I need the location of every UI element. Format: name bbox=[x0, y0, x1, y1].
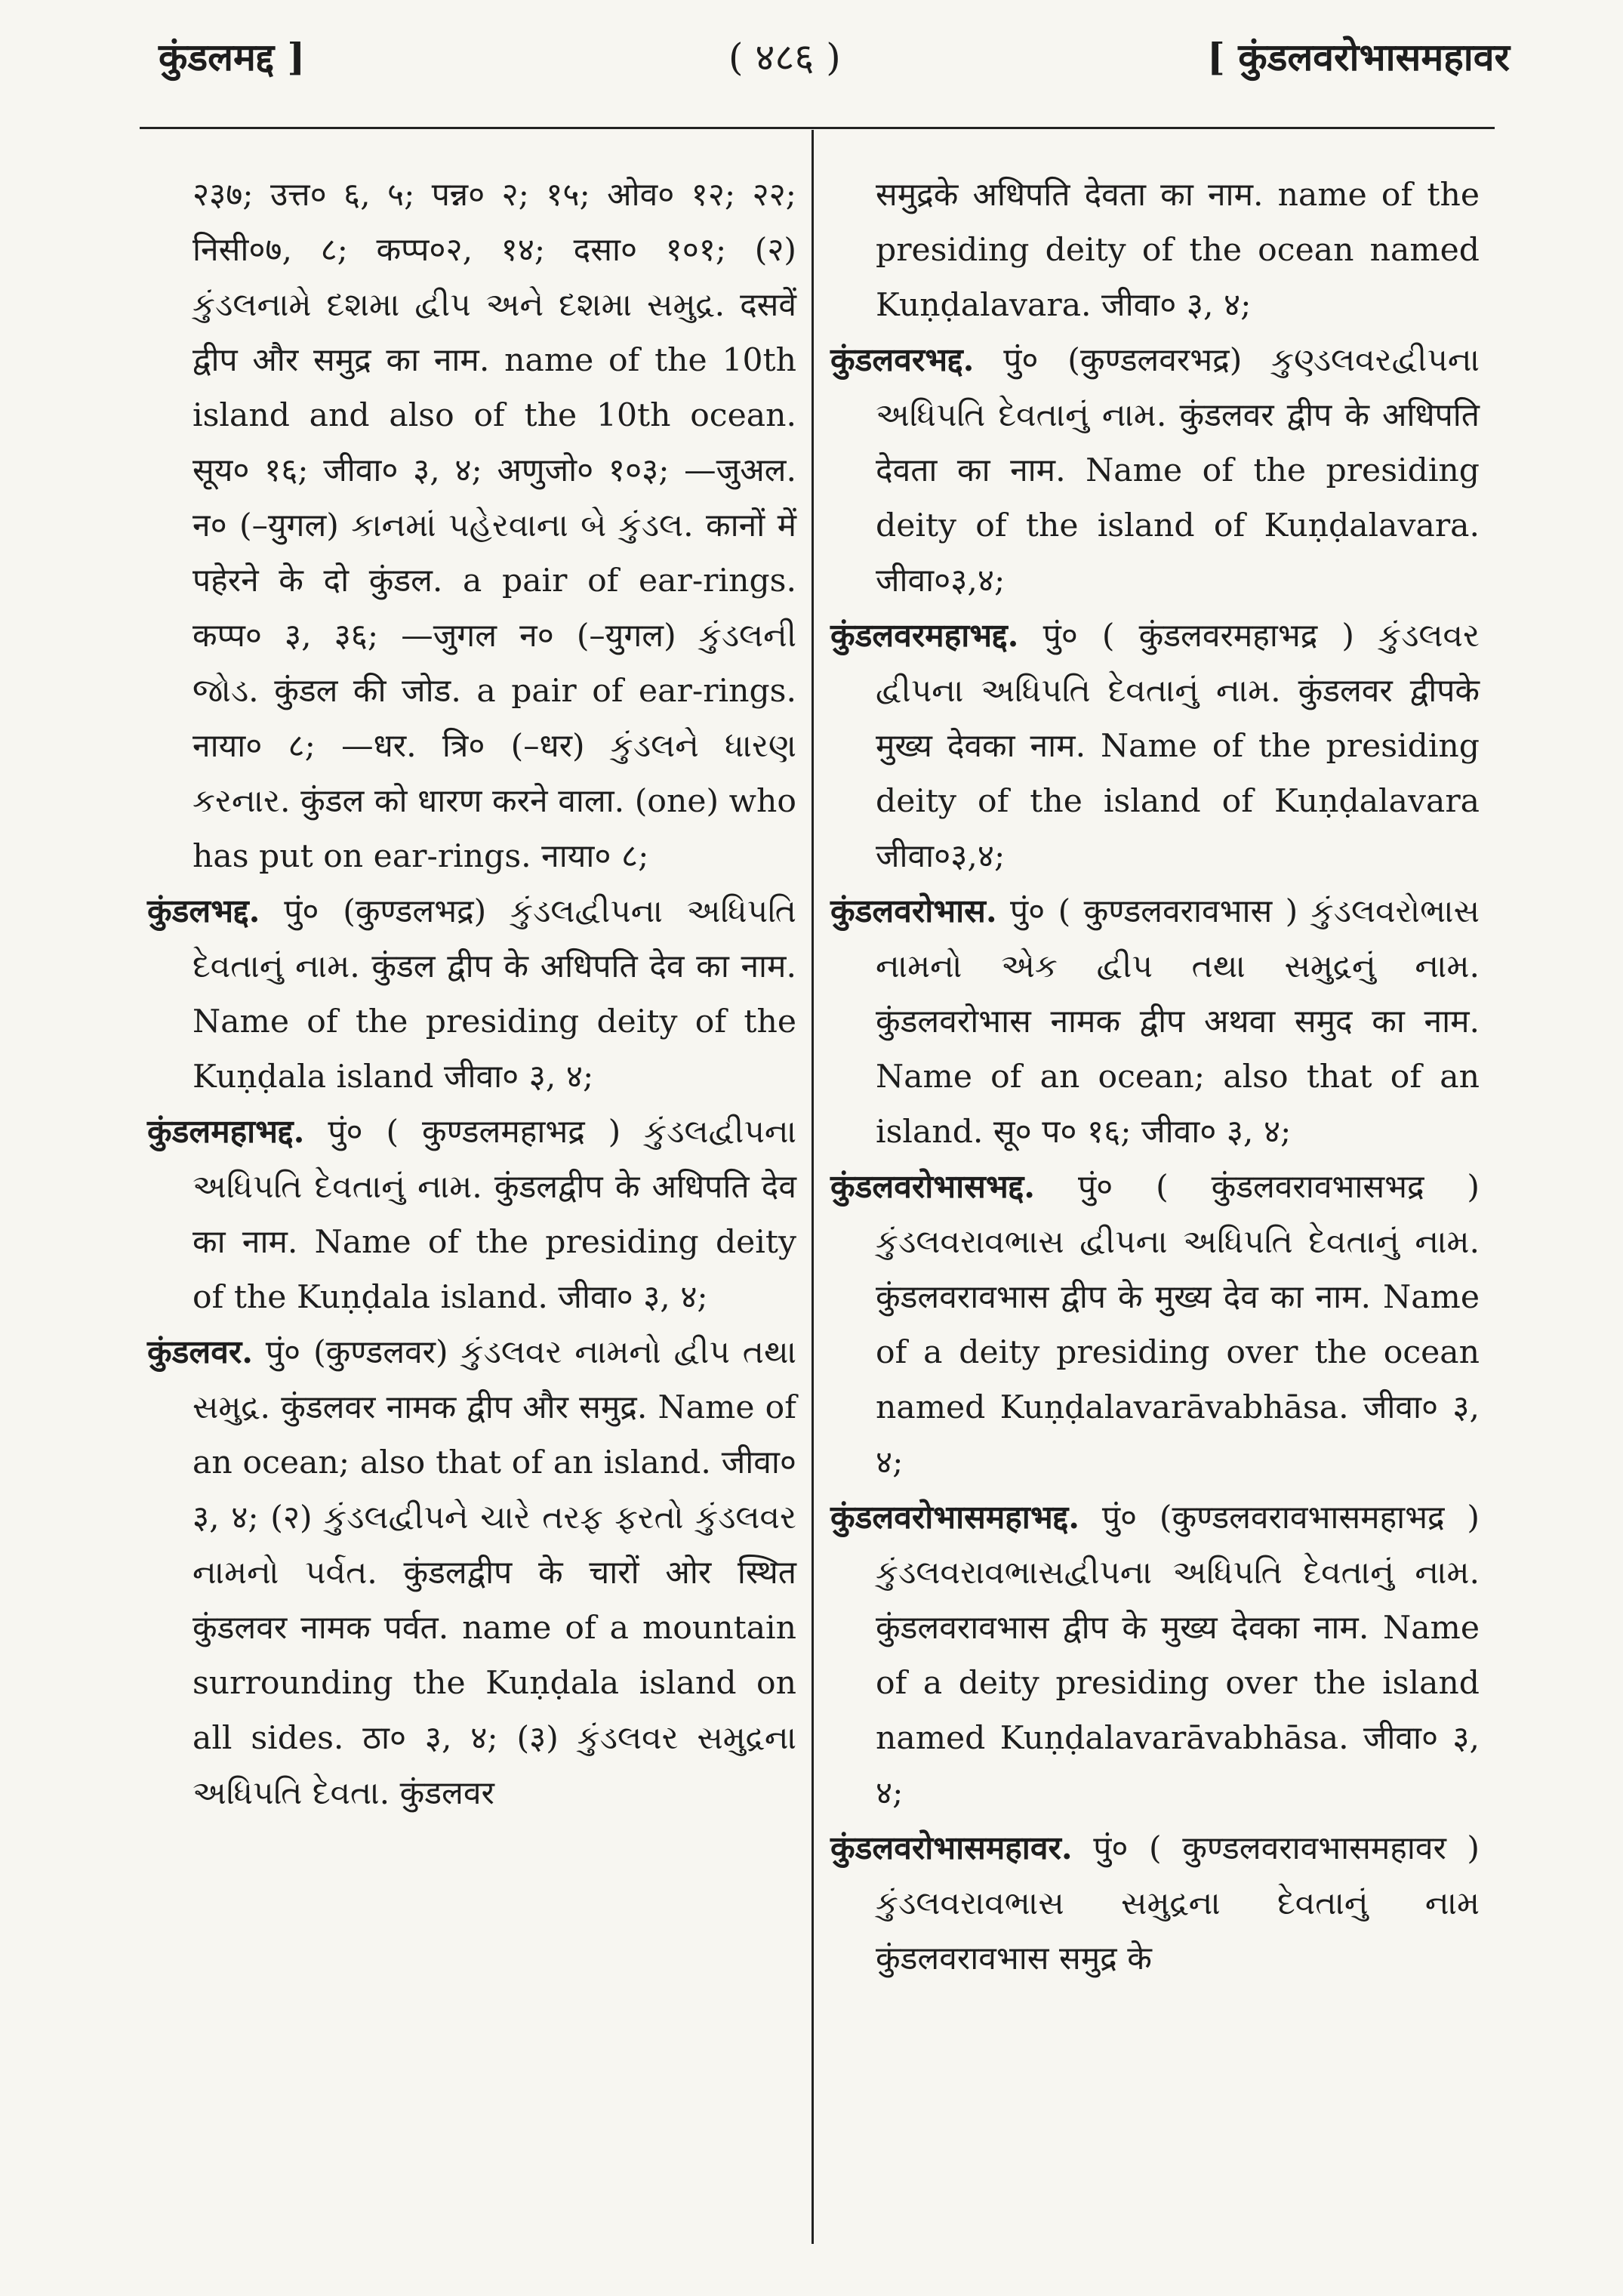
entry-text: पुं० (कुण्डलभद्र) કુંડલદ્વીપના અધિપતિ દેવતાનું નામ. कुंडल द्वीप के अधिपति देव का नाम. Name of the presiding deity of the Kuṇḍala island जीवा० ३, ४; bbox=[192, 893, 796, 1096]
running-head-right: [ कुंडलवरोभासमहावर bbox=[1207, 35, 1510, 79]
header-rule bbox=[140, 127, 1495, 129]
entry-kundalabhadda bbox=[147, 884, 796, 1105]
entry-headword: कुंडलमहाभद्द. bbox=[147, 1113, 305, 1151]
entry-headword: कुंडलवरोभासमहाभद्द. bbox=[830, 1499, 1080, 1536]
entry-text: पुं० ( कुण्डलवरावभासमहावर ) કુંડલવરાવભાસ સમુદ્રના દેવતાનું નામ कुंडलवरावभास समुद्र के bbox=[876, 1830, 1480, 1977]
right-column bbox=[830, 168, 1480, 1986]
entry-text: पुं० ( कुंडलवरमहाभद्र ) કુંડલવર દ્વીપના અધિપતિ દેવતાનું નામ. कुंडलवर द्वीपके मुख्य देवका नाम. Name of the presiding deity of the island of Kuṇḍalavara जीवा०३,४; bbox=[876, 618, 1480, 875]
entry-text: समुद्रके अधिपति देवता का नाम. name of the presiding deity of the ocean named Kuṇḍalavara. जीवा० ३, ४; bbox=[876, 177, 1480, 324]
entry-text: २३७; उत्त० ६, ५; पन्न० २; १५; ओव० १२; २२; निसी०७, ८; कप्प०२, १४; दसा० १०१; (२) કુંડલનામે દશમા દ્વીપ અને દશમા સમુદ્ર. दसवें द्वीप और समुद्र का नाम. name of the 10th island and also of the 10th ocean. सूय० १६; जीवा० ३, ४; अणुजो० १०३; —जुअल. न० (–युगल) કાનમાં પહેરવાના બે કુંડલ. कानों में पहेरने के दो कुंडल. a pair of ear-rings. कप्प० ३, ३६; —जुगल न० (–युगल) કુંડલની જોડ. कुंडल की जोड. a pair of ear-rings. नाया० ८; —धर. त्रि० (–धर) કુંડલને ધારણ કરનાર. कुंडल को धारण करने वाला. (one) who has put on ear-rings. नाया० ८; bbox=[192, 177, 796, 875]
entry-text: पुं० (कुण्डलवर) કુંડલવર નામનો દ્વીપ તથા સમુદ્ર. कुंडलवर नामक द्वीप और समुद्र. Name of an ocean; also that of an island. जीवा० ३, ४; (२) કુંડલદ્વીપને ચારે તરફ ફરતો કુંડલવર નામનો પર્વત. कुंडलद्वीप के चारों ओर स्थित कुंडलवर नामक पर्वत. name of a mountain surrounding the Kuṇḍala island on all sides. ठा० ३, ४; (३) કુંડલવર સમુદ્રના અધિપતિ દેવતા. कुंडलवर bbox=[192, 1334, 796, 1812]
entry-headword: कुंडलवर. bbox=[147, 1333, 254, 1371]
entry-headword: कुंडलवरोभास. bbox=[830, 892, 997, 930]
entry-kundalavarobhasamahavara bbox=[830, 1821, 1480, 1986]
entry-kundalamahabhadda bbox=[147, 1105, 796, 1325]
entry-headword: कुंडलभद्द. bbox=[147, 892, 260, 930]
running-head-left: कुंडलमद्द ] bbox=[159, 35, 306, 79]
entry-kundalavara bbox=[147, 1325, 796, 1821]
page-number: ( ४८६ ) bbox=[728, 35, 841, 79]
entry-kundalavarobhasa bbox=[830, 884, 1480, 1160]
entry-headword: कुंडलवरोभासभद्द. bbox=[830, 1168, 1036, 1206]
entry-continuation bbox=[147, 168, 796, 884]
left-column bbox=[147, 168, 796, 1821]
entry-kundalavarobhasabhadda bbox=[830, 1160, 1480, 1490]
column-divider bbox=[812, 130, 814, 2244]
entry-headword: कुंडलवरमहाभद्द. bbox=[830, 617, 1019, 655]
entry-headword: कुंडलवरभद्द. bbox=[830, 341, 975, 379]
entry-continuation bbox=[830, 168, 1480, 333]
entry-kundalavarabhadda bbox=[830, 333, 1480, 609]
entry-text: पुं० ( कुंडलवरावभासभद्र ) કુંડલવરાવભાસ દ્વીપના અધિપતિ દેવતાનું નામ. कुंडलवरावभास द्वीप के मुख्य देव का नाम. Name of a deity presiding over the ocean named Kuṇḍalavarāvabhāsa. जीवा० ३, ४; bbox=[876, 1169, 1480, 1481]
entry-text: पुं० (कुण्डलवरभद्र) કુણ્ડલવરદ્વીપના અધિપતિ દેવતાનું નામ. कुंडलवर द्वीप के अधिपति देवता का नाम. Name of the presiding deity of the island of Kuṇḍalavara. जीवा०३,४; bbox=[876, 342, 1480, 599]
entry-kundalavarobhasamahabhadda bbox=[830, 1490, 1480, 1821]
entry-text: पुं० ( कुण्डलवरावभास ) કુંડલવરોભાસ નામનો એક દ્વીપ તથા સમુદ્રનું નામ. कुंडलवरोभास नामक द्वीप अथवा समुद का नाम. Name of an ocean; also that of an island. सू० प० १६; जीवा० ३, ४; bbox=[876, 893, 1480, 1151]
entry-kundalavaramahabhadda bbox=[830, 609, 1480, 884]
entry-text: पुं० ( कुण्डलमहाभद्र ) કુંડલદ્વીપના અધિપતિ દેવતાનું નામ. कुंडलद्वीप के अधिपति देव का नाम. Name of the presiding deity of the Kuṇḍala island. जीवा० ३, ४; bbox=[192, 1114, 796, 1316]
entry-text: पुं० (कुण्डलवरावभासमहाभद्र ) કુંડલવરાવભાસદ્વીપના અધિપતિ દેવતાનું નામ. कुंडलवरावभास द्वीप के मुख्य देवका नाम. Name of a deity presiding over the island named Kuṇḍalavarāvabhāsa. जीवा० ३, ४; bbox=[876, 1499, 1480, 1812]
entry-headword: कुंडलवरोभासमहावर. bbox=[830, 1829, 1073, 1867]
